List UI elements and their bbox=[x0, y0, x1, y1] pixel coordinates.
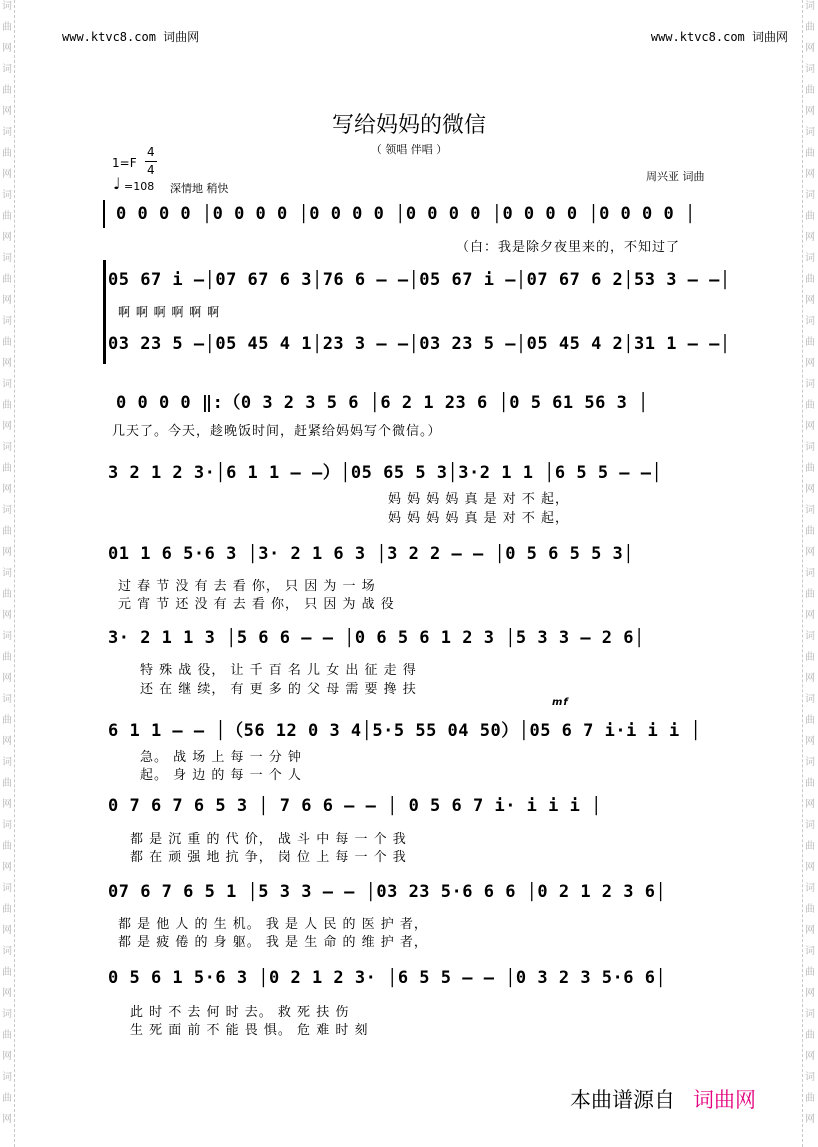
watermark-char: 曲 bbox=[805, 85, 815, 96]
watermark-char: 网 bbox=[805, 736, 815, 747]
watermark-char: 曲 bbox=[2, 715, 12, 726]
watermark-char: 词 bbox=[805, 631, 815, 642]
notation-line: 3 2 1 2 3·│6 1 1 – –）│05 65 5 3│3·2 1 1 │6 5 5 – –│ bbox=[108, 463, 663, 483]
watermark-char: 词 bbox=[805, 64, 815, 75]
lyric-line: 还 在 继 续， 有 更 多 的 父 母 需 要 搀 扶 bbox=[140, 682, 417, 697]
watermark-char: 曲 bbox=[805, 211, 815, 222]
watermark-char: 曲 bbox=[2, 652, 12, 663]
watermark-char: 曲 bbox=[2, 211, 12, 222]
watermark-char: 网 bbox=[2, 43, 12, 54]
watermark-char: 曲 bbox=[2, 904, 12, 915]
notation-line: 03 23 5 –│05 45 4 1│23 3 – –│03 23 5 –│05 45 4 2│31 1 – –│ bbox=[108, 334, 731, 354]
watermark-char: 网 bbox=[2, 421, 12, 432]
watermark-char: 曲 bbox=[805, 1093, 815, 1104]
watermark-char: 词 bbox=[805, 694, 815, 705]
watermark-char: 曲 bbox=[2, 589, 12, 600]
lyric-line: 过 春 节 没 有 去 看 你， 只 因 为 一 场 bbox=[118, 579, 376, 594]
watermark-char: 词 bbox=[805, 1, 815, 12]
lyric-line: 此 时 不 去 何 时 去。 救 死 扶 伤 bbox=[130, 1005, 350, 1020]
watermark-char: 曲 bbox=[805, 967, 815, 978]
notation-line: 0 0 0 0 ‖:（0 3 2 3 5 6 │6 2 1 23 6 │0 5 61 56 3 │ bbox=[116, 393, 649, 413]
watermark-char: 网 bbox=[2, 358, 12, 369]
watermark-char: 词 bbox=[805, 946, 815, 957]
source-credit bbox=[570, 1084, 756, 1114]
watermark-char: 网 bbox=[805, 925, 815, 936]
watermark-char: 词 bbox=[805, 316, 815, 327]
watermark-char: 词 bbox=[2, 64, 12, 75]
song-title: 写给妈妈的微信 bbox=[331, 113, 486, 138]
watermark-char: 曲 bbox=[2, 526, 12, 537]
lyric-line: 都 是 他 人 的 生 机。 我 是 人 民 的 医 护 者， bbox=[118, 917, 428, 932]
time-signature-divider bbox=[145, 161, 157, 162]
watermark-char: 曲 bbox=[805, 1030, 815, 1041]
watermark-char: 词 bbox=[805, 1072, 815, 1083]
watermark-char: 词 bbox=[2, 883, 12, 894]
watermark-char: 曲 bbox=[805, 715, 815, 726]
watermark-char: 曲 bbox=[805, 463, 815, 474]
watermark-char: 曲 bbox=[805, 337, 815, 348]
watermark-char: 网 bbox=[2, 736, 12, 747]
lyric-line: 都 是 沉 重 的 代 价， 战 斗 中 每 一 个 我 bbox=[130, 832, 407, 847]
watermark-char: 网 bbox=[2, 484, 12, 495]
watermark-char: 词 bbox=[805, 1009, 815, 1020]
watermark-char: 词 bbox=[805, 442, 815, 453]
source-brand: 词曲网 bbox=[693, 1088, 756, 1112]
source-label: 本曲谱源自 bbox=[570, 1088, 675, 1112]
watermark-char: 网 bbox=[2, 106, 12, 117]
watermark-char: 词 bbox=[805, 379, 815, 390]
watermark-char: 曲 bbox=[2, 85, 12, 96]
time-signature-bottom: 4 bbox=[147, 163, 155, 177]
watermark-char: 曲 bbox=[805, 400, 815, 411]
watermark-char: 曲 bbox=[805, 778, 815, 789]
watermark-char: 词 bbox=[805, 757, 815, 768]
notation-line: 6 1 1 – – │（56 12 0 3 4│5·5 55 04 50）│05 6 7 i·i i i │ bbox=[108, 721, 702, 741]
watermark-char: 曲 bbox=[805, 22, 815, 33]
watermark-char: 网 bbox=[805, 673, 815, 684]
watermark-char: 网 bbox=[2, 799, 12, 810]
site-name-right: www.ktvc8.com 词曲网 bbox=[650, 30, 788, 44]
lyric-line: mf bbox=[552, 697, 569, 708]
watermark-char: 曲 bbox=[805, 526, 815, 537]
watermark-char: 词 bbox=[2, 190, 12, 201]
watermark-char: 词 bbox=[805, 883, 815, 894]
watermark-char: 曲 bbox=[2, 337, 12, 348]
time-signature-top: 4 bbox=[147, 145, 155, 159]
watermark-char: 曲 bbox=[2, 400, 12, 411]
watermark-char: 曲 bbox=[2, 1093, 12, 1104]
watermark-char: 曲 bbox=[805, 589, 815, 600]
watermark-char: 词 bbox=[2, 631, 12, 642]
watermark-char: 网 bbox=[2, 673, 12, 684]
watermark-char: 词 bbox=[2, 505, 12, 516]
watermark-char: 网 bbox=[2, 1051, 12, 1062]
lyric-line: 起。 身 边 的 每 一 个 人 bbox=[140, 768, 302, 783]
lyric-line: 急。 战 场 上 每 一 分 钟 bbox=[140, 750, 302, 765]
watermark-char: 网 bbox=[2, 610, 12, 621]
watermark-char: 网 bbox=[2, 547, 12, 558]
notation-line: 0 7 6 7 6 5 3 │ 7 6 6 – – │ 0 5 6 7 i· i i i │ bbox=[108, 796, 602, 816]
lyric-line: 都 是 疲 倦 的 身 躯。 我 是 生 命 的 维 护 者， bbox=[118, 935, 428, 950]
watermark-char: 词 bbox=[805, 820, 815, 831]
expression-marking: 深情地 稍快 bbox=[170, 182, 229, 195]
watermark-char: 词 bbox=[2, 568, 12, 579]
lyric-line: 妈 妈 妈 妈 真 是 对 不 起， bbox=[388, 492, 570, 507]
lyric-line: 特 殊 战 役， 让 千 百 名 儿 女 出 征 走 得 bbox=[140, 663, 417, 678]
watermark-char: 曲 bbox=[805, 904, 815, 915]
watermark-char: 词 bbox=[2, 1072, 12, 1083]
watermark-char: 词 bbox=[2, 757, 12, 768]
watermark-char: 网 bbox=[2, 862, 12, 873]
watermark-char: 词 bbox=[2, 1, 12, 12]
system-start-barline bbox=[103, 200, 105, 228]
watermark-char: 词 bbox=[2, 820, 12, 831]
watermark-char: 词 bbox=[2, 379, 12, 390]
watermark-char: 曲 bbox=[2, 967, 12, 978]
watermark-char: 曲 bbox=[2, 22, 12, 33]
watermark-char: 网 bbox=[2, 988, 12, 999]
quarter-note-icon: ♩ bbox=[113, 174, 121, 193]
watermark-char: 曲 bbox=[2, 274, 12, 285]
watermark-char: 曲 bbox=[2, 148, 12, 159]
notation-line: 3· 2 1 1 3 │5 6 6 – – │0 6 5 6 1 2 3 │5 3 3 – 2 6│ bbox=[108, 628, 645, 648]
watermark-char: 网 bbox=[2, 1114, 12, 1125]
watermark-char: 词 bbox=[2, 316, 12, 327]
notation-line: 01 1 6 5·6 3 │3· 2 1 6 3 │3 2 2 – – │0 5 6 5 5 3│ bbox=[108, 544, 635, 564]
notation-line: 07 6 7 6 5 1 │5 3 3 – – │03 23 5·6 6 6 │0 2 1 2 3 6│ bbox=[108, 882, 667, 902]
watermark-char: 曲 bbox=[805, 274, 815, 285]
lyric-line: （白：我是除夕夜里来的，不知过了 bbox=[456, 240, 681, 255]
watermark-char: 词 bbox=[805, 190, 815, 201]
lyric-line: 生 死 面 前 不 能 畏 惧。 危 难 时 刻 bbox=[130, 1023, 369, 1038]
watermark-char: 网 bbox=[805, 295, 815, 306]
watermark-char: 网 bbox=[2, 295, 12, 306]
watermark-char: 网 bbox=[805, 547, 815, 558]
watermark-char: 网 bbox=[805, 421, 815, 432]
watermark-char: 网 bbox=[805, 232, 815, 243]
key-signature: 1=F bbox=[112, 156, 137, 170]
watermark-char: 网 bbox=[805, 484, 815, 495]
watermark-char: 网 bbox=[805, 988, 815, 999]
watermark-char: 网 bbox=[805, 610, 815, 621]
watermark-char: 曲 bbox=[805, 841, 815, 852]
watermark-char: 曲 bbox=[2, 778, 12, 789]
watermark-char: 网 bbox=[805, 106, 815, 117]
watermark-char: 曲 bbox=[2, 1030, 12, 1041]
lyric-line: 妈 妈 妈 妈 真 是 对 不 起， bbox=[388, 511, 570, 526]
watermark-char: 网 bbox=[805, 799, 815, 810]
notation-line: 0 0 0 0 │0 0 0 0 │0 0 0 0 │0 0 0 0 │0 0 0 0 │0 0 0 0 │ bbox=[116, 204, 696, 224]
watermark-char: 网 bbox=[2, 925, 12, 936]
watermark-char: 词 bbox=[2, 253, 12, 264]
lyric-line: 都 在 顽 强 地 抗 争， 岗 位 上 每 一 个 我 bbox=[130, 850, 407, 865]
lyric-line: 元 宵 节 还 没 有 去 看 你， 只 因 为 战 役 bbox=[118, 597, 395, 612]
watermark-char: 词 bbox=[2, 442, 12, 453]
watermark-char: 网 bbox=[805, 169, 815, 180]
watermark-char: 网 bbox=[805, 1051, 815, 1062]
song-subtitle: （ 领唱 伴唱 ） bbox=[370, 143, 448, 156]
site-name-left: www.ktvc8.com 词曲网 bbox=[62, 30, 200, 44]
watermark-char: 曲 bbox=[805, 148, 815, 159]
watermark-char: 词 bbox=[805, 253, 815, 264]
watermark-char: 词 bbox=[2, 946, 12, 957]
watermark-char: 网 bbox=[805, 862, 815, 873]
left-watermark-column bbox=[0, 0, 15, 1147]
watermark-char: 词 bbox=[2, 694, 12, 705]
watermark-char: 网 bbox=[805, 43, 815, 54]
watermark-char: 网 bbox=[805, 358, 815, 369]
notation-line: 05 67 i –│07 67 6 3│76 6 – –│05 67 i –│07 67 6 2│53 3 – –│ bbox=[108, 270, 731, 290]
watermark-char: 词 bbox=[805, 568, 815, 579]
watermark-char: 网 bbox=[2, 169, 12, 180]
watermark-char: 词 bbox=[805, 127, 815, 138]
lyric-line: 啊 啊 啊 啊 啊 啊 bbox=[118, 305, 221, 319]
watermark-char: 词 bbox=[2, 1009, 12, 1020]
watermark-char: 曲 bbox=[2, 463, 12, 474]
author-credit: 周兴亚 词曲 bbox=[646, 170, 705, 183]
watermark-char: 词 bbox=[2, 127, 12, 138]
watermark-char: 网 bbox=[805, 1114, 815, 1125]
watermark-char: 曲 bbox=[805, 652, 815, 663]
watermark-char: 网 bbox=[2, 232, 12, 243]
right-watermark-column bbox=[802, 0, 817, 1147]
watermark-char: 曲 bbox=[2, 841, 12, 852]
system-bracket bbox=[103, 260, 106, 364]
watermark-char: 词 bbox=[805, 505, 815, 516]
notation-line: 0 5 6 1 5·6 3 │0 2 1 2 3· │6 5 5 – – │0 3 2 3 5·6 6│ bbox=[108, 968, 667, 988]
tempo: =108 bbox=[124, 180, 155, 193]
lyric-line: 几天了。今天，趁晚饭时间，赶紧给妈妈写个微信。） bbox=[112, 424, 442, 439]
